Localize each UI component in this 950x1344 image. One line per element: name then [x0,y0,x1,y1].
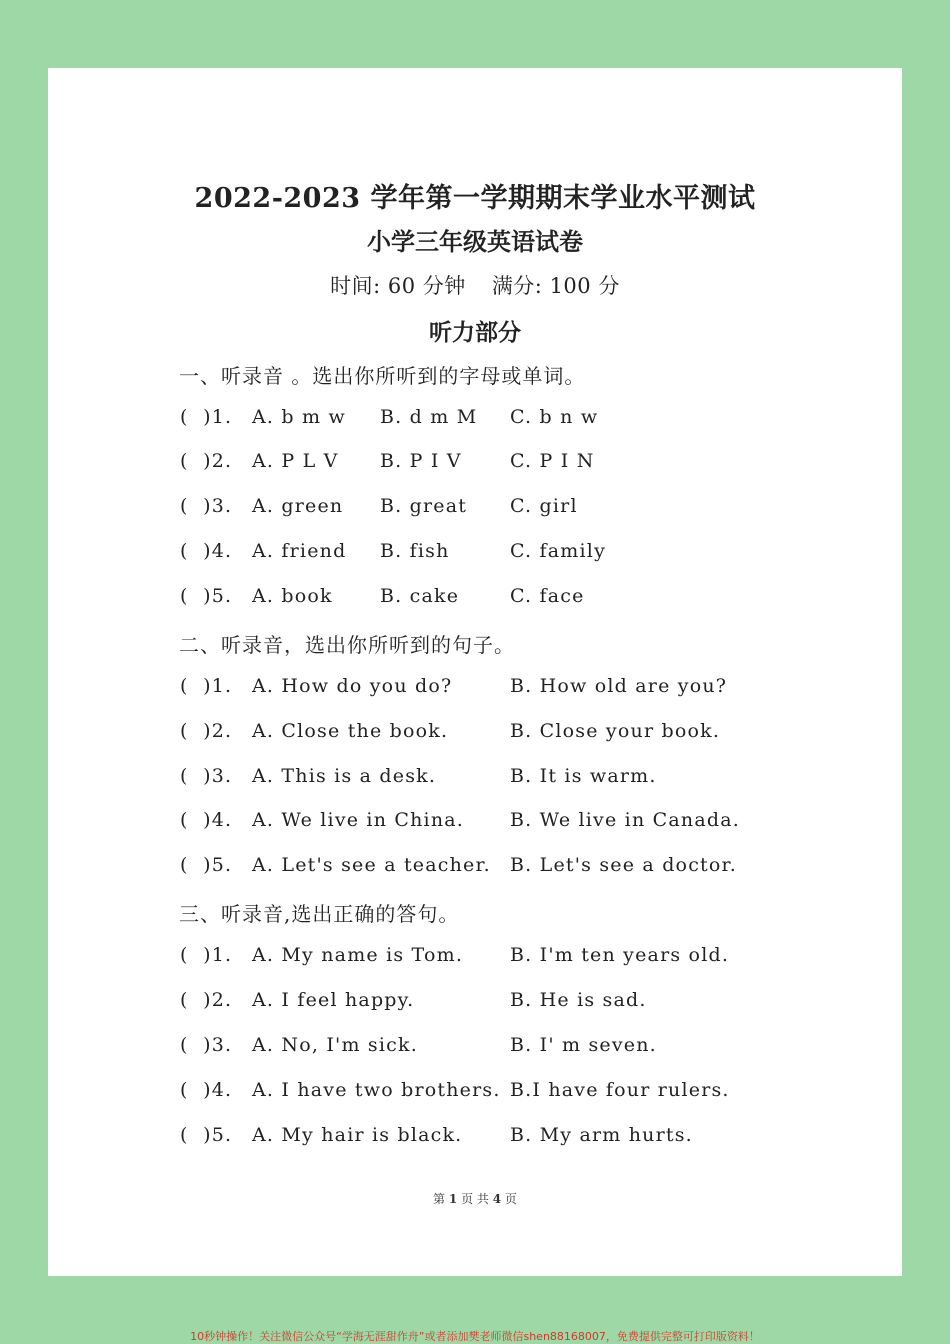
question-number: ( )3. [180,765,233,787]
exam-paper [48,68,902,1276]
option-a: A. How do you do? [252,675,453,697]
page-total: 4 [492,1192,502,1206]
question-number: ( )2. [180,720,233,742]
question-row [180,854,737,882]
option-b: B. I'm ten years old. [510,944,730,966]
question-number: ( )3. [180,495,233,517]
option-c: C. girl [510,495,578,517]
question-row [180,450,595,478]
option-a: A. friend [252,540,347,562]
option-b: B. He is sad. [510,989,647,1011]
question-number: ( )5. [180,1124,233,1146]
question-row [180,765,657,793]
option-c: C. face [510,585,585,607]
question-row [180,406,599,434]
section-3-heading: 三、听录音,选出正确的答句。 [179,902,460,926]
question-row [180,720,721,748]
question-number: ( )4. [180,1079,233,1101]
question-row [180,944,730,972]
option-b: B. How old are you? [510,675,728,697]
option-b: B. It is warm. [510,765,657,787]
section-1-heading: 一、听录音 。选出你所听到的字母或单词。 [179,364,586,388]
question-row [180,585,585,613]
option-a: A. green [252,495,344,517]
question-row [180,1124,693,1152]
option-b: B. fish [380,540,450,562]
question-number: ( )1. [180,675,233,697]
option-b: B. My arm hurts. [510,1124,693,1146]
option-a: A. I feel happy. [252,989,415,1011]
question-row [180,989,647,1017]
option-a: A. P L V [252,450,339,472]
option-a: A. b m w [252,406,346,428]
question-number: ( )2. [180,989,233,1011]
option-a: A. I have two brothers. [252,1079,501,1101]
question-row [180,809,740,837]
option-b: B. I' m seven. [510,1034,657,1056]
question-number: ( )3. [180,1034,233,1056]
question-number: ( )5. [180,854,233,876]
question-number: ( )5. [180,585,233,607]
option-a: A. We live in China. [252,809,465,831]
footer-suffix: 页 [504,1192,517,1206]
question-row [180,495,578,523]
question-row [180,675,728,703]
option-c: C. b n w [510,406,599,428]
page-number: 1 [448,1192,458,1206]
option-c: C. P I N [510,450,595,472]
option-b: B. P I V [380,450,462,472]
question-number: ( )4. [180,809,233,831]
question-row [180,1079,730,1107]
part-title: 听力部分 [429,319,521,346]
score-label: 满分: 100 分 [491,274,620,298]
footer-prefix: 第 [433,1192,446,1206]
question-row [180,540,607,568]
exam-time-score [48,270,902,300]
page-footer [48,1190,902,1207]
promo-note: 10秒钟操作！关注微信公众号“学海无涯甜作舟”或者添加樊老师微信shen88168007，免费提供完整可打印版资料！ [190,1330,760,1343]
option-a: A. No, I'm sick. [252,1034,418,1056]
exam-title: 2022-2023 学年第一学期期末学业水平测试 [194,183,756,214]
question-number: ( )1. [180,944,233,966]
question-row [180,1034,657,1062]
section-2-heading: 二、听录音，选出你所听到的句子。 [179,633,515,657]
option-b: B. Close your book. [510,720,721,742]
time-label: 时间: 60 分钟 [330,274,466,298]
option-b: B. great [380,495,468,517]
option-a: A. This is a desk. [252,765,437,787]
option-c: C. family [510,540,607,562]
question-number: ( )2. [180,450,233,472]
option-a: A. Let's see a teacher. [252,854,491,876]
option-a: A. My hair is black. [252,1124,463,1146]
footer-mid: 页 共 [461,1192,489,1206]
option-b: B. cake [380,585,460,607]
option-b: B.I have four rulers. [510,1079,730,1101]
option-a: A. book [252,585,333,607]
option-a: A. Close the book. [252,720,449,742]
option-b: B. Let's see a doctor. [510,854,737,876]
option-b: B. d m M [380,406,478,428]
option-b: B. We live in Canada. [510,809,740,831]
exam-subtitle: 小学三年级英语试卷 [367,227,583,256]
question-number: ( )1. [180,406,233,428]
option-a: A. My name is Tom. [252,944,464,966]
question-number: ( )4. [180,540,233,562]
